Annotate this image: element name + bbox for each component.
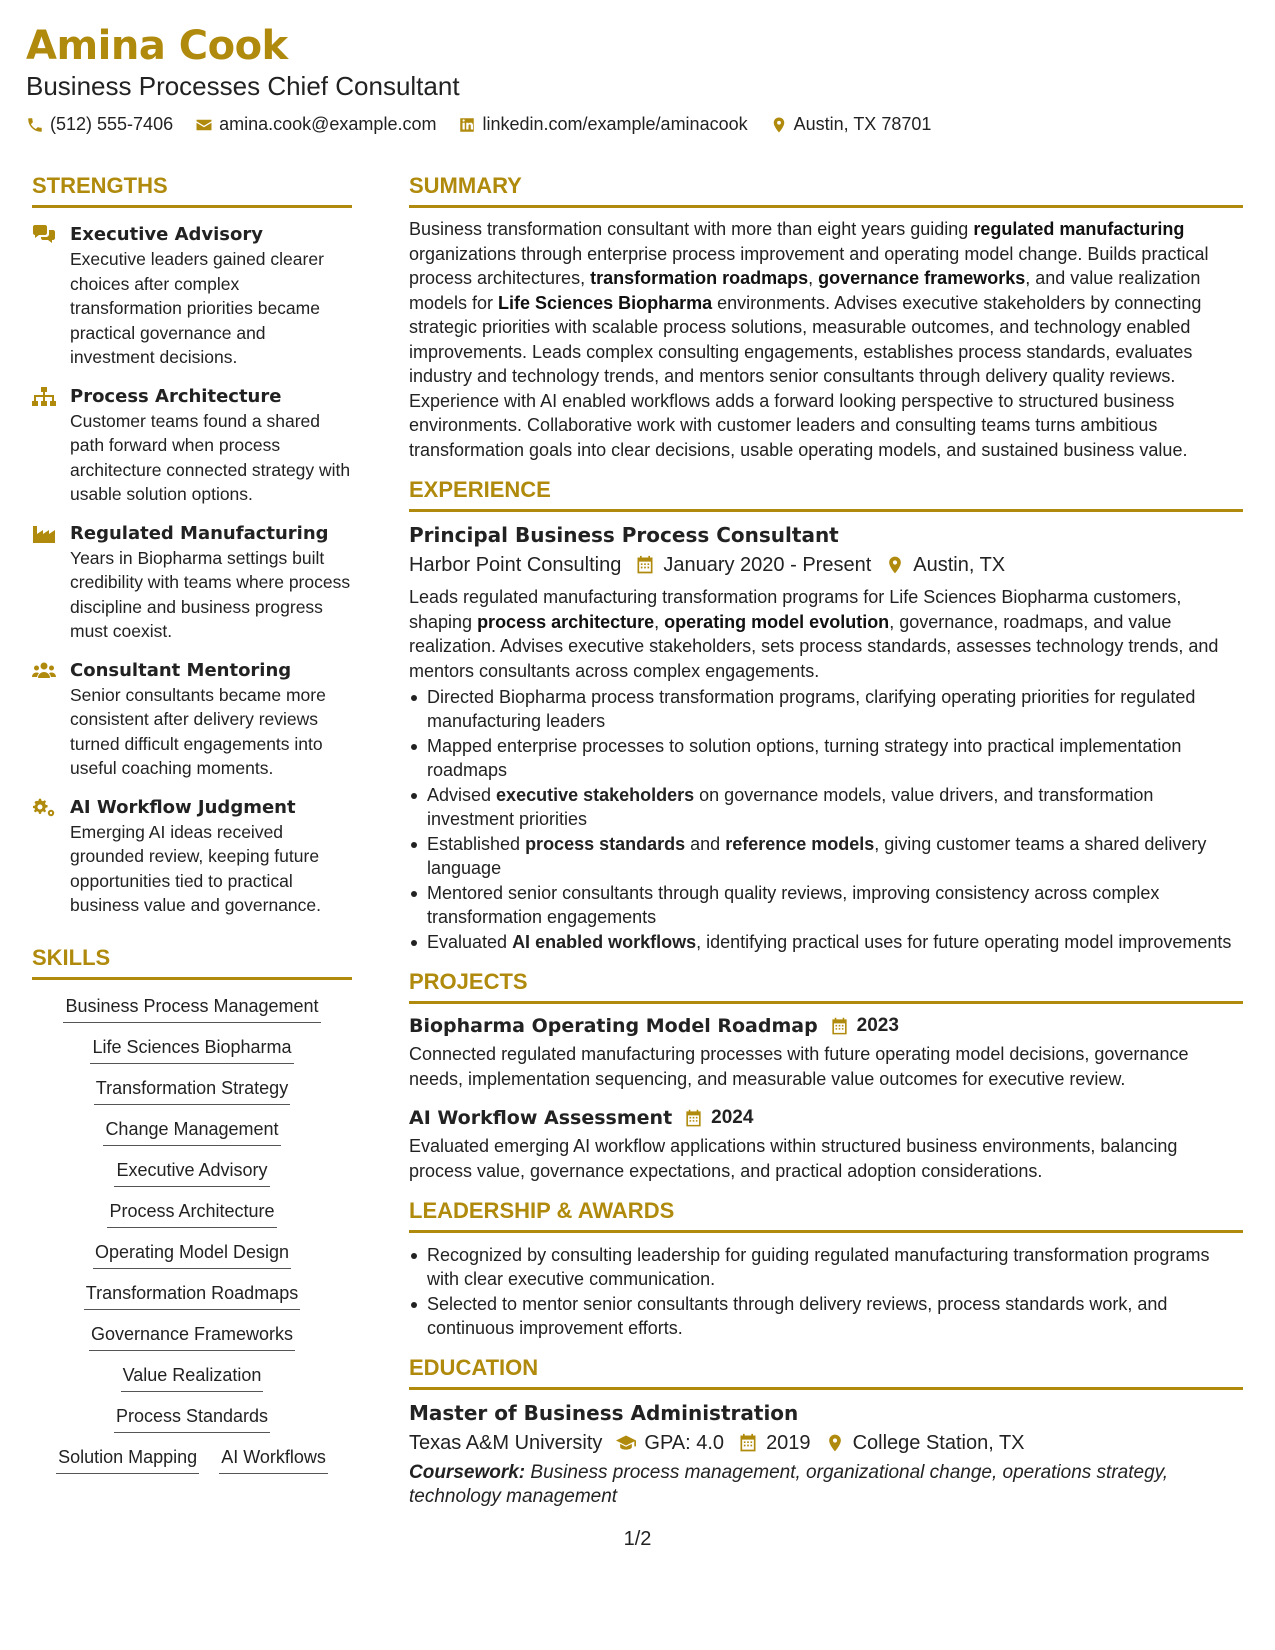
left-column	[32, 172, 352, 1474]
job-dates: January 2020 - Present	[663, 554, 872, 576]
strength-body: Executive leaders gained clearer choices after complex transformation priorities became practical governance and investment decisions.	[70, 249, 324, 367]
project-description: Evaluated emerging AI workflow applications within structured business environments, balancing process value, governance expectations, and practical adoption considerations.	[409, 1136, 1178, 1181]
skills-heading: SKILLS	[32, 944, 352, 980]
candidate-name: Amina Cook	[26, 23, 288, 69]
strength-body: Years in Biopharma settings built credibility with teams where process discipline and business progress must coexist.	[70, 547, 351, 641]
leadership-list	[409, 1243, 1243, 1340]
strength-title: Regulated Manufacturing	[70, 522, 329, 544]
calendar-icon	[684, 1109, 703, 1128]
contact-location	[770, 114, 932, 135]
industry-icon	[32, 524, 56, 544]
list-item: Mapped enterprise processes to solution options, turning strategy into practical implementation roadmaps	[409, 734, 1243, 782]
location-text: Austin, TX 78701	[793, 114, 932, 134]
coursework-label: Coursework:	[409, 1462, 526, 1483]
strength-item	[32, 659, 352, 781]
project-header	[409, 1105, 1243, 1131]
strength-item	[32, 385, 352, 507]
strength-body: Emerging AI ideas received grounded review, keeping future opportunities tied to practical business value and governance.	[70, 821, 322, 915]
users-icon	[32, 661, 56, 681]
strength-body: Senior consultants became more consistent after delivery reviews turned difficult engagements into useful coaching moments.	[70, 684, 326, 778]
right-column	[409, 172, 1243, 1509]
skill-tag: Value Realization	[32, 1363, 352, 1392]
linkedin-icon	[458, 116, 476, 134]
chat-bubbles-icon	[32, 225, 56, 245]
projects-heading: PROJECTS	[409, 968, 1243, 1004]
list-item: Established process standards and reference models, giving customer teams a shared delivery language	[409, 832, 1243, 880]
contact-bar	[26, 114, 1246, 135]
gears-icon	[32, 798, 56, 818]
job-meta	[409, 551, 1243, 579]
coursework-text: Business process management, organizational change, operations strategy, technology management	[409, 1462, 1168, 1507]
project-year: 2024	[711, 1107, 754, 1128]
skill-tag: Governance Frameworks	[32, 1322, 352, 1351]
calendar-icon	[635, 555, 655, 575]
strength-item	[32, 796, 352, 918]
project-header	[409, 1013, 1243, 1039]
skill-tag: Process Architecture	[32, 1199, 352, 1228]
calendar-icon	[830, 1017, 849, 1036]
email-link[interactable]: amina.cook@example.com	[219, 114, 437, 134]
list-item: Evaluated AI enabled workflows, identifying practical uses for future operating model improvements	[409, 930, 1243, 954]
strength-item	[32, 223, 352, 370]
contact-phone	[26, 114, 173, 135]
skill-tag: Solution Mapping	[56, 1445, 199, 1474]
map-pin-icon	[885, 555, 905, 575]
list-item: Recognized by consulting leadership for guiding regulated manufacturing transformation programs with clear executive communication.	[409, 1243, 1243, 1291]
company-name: Harbor Point Consulting	[409, 554, 622, 576]
gpa-text: GPA: 4.0	[644, 1432, 725, 1454]
skill-tag: AI Workflows	[219, 1445, 328, 1474]
strength-title: Executive Advisory	[70, 224, 263, 245]
education-meta	[409, 1429, 1243, 1457]
list-item: Selected to mentor senior consultants through delivery reviews, process standards work, and continuous improvement efforts.	[409, 1292, 1243, 1340]
linkedin-link[interactable]: linkedin.com/example/aminacook	[482, 114, 748, 134]
job-title: Principal Business Process Consultant	[409, 523, 839, 547]
skill-tag: Transformation Strategy	[32, 1076, 352, 1105]
job-description: Leads regulated manufacturing transformation programs for Life Sciences Biopharma customers, shaping process architecture, operating model evolution, governance, roadmaps, and value realization. Advises executive stakeholders, sets process standards, assesses technology trends, and mentors consultants across complex engagements.	[409, 587, 1219, 681]
skill-tag: Process Standards	[32, 1404, 352, 1433]
envelope-icon	[195, 116, 213, 134]
phone-icon	[26, 116, 44, 134]
project-title: Biopharma Operating Model Roadmap	[409, 1015, 818, 1037]
page-number: 1/2	[623, 1528, 652, 1550]
summary-text: Business transformation consultant with more than eight years guiding regulated manufacturing organizations through enterprise process improvement and operating model change. Builds practical process architectures, transformation roadmaps, governance frameworks, and value realization models for Life Sciences Biopharma environments. Advises executive stakeholders by connecting strategic priorities with scalable process solutions, measurable outcomes, and technology enabled improvements. Leads complex consulting engagements, establishes process standards, evaluates industry and technology trends, and mentors senior consultants through delivery quality reviews. Experience with AI enabled workflows adds a forward looking perspective to structured business environments. Collaborative work with customer leaders and consulting teams turns ambitious transformation goals into clear decisions, usable operating models, and sustained business value.	[409, 219, 1209, 460]
map-pin-icon	[825, 1433, 845, 1453]
list-item: Mentored senior consultants through quality reviews, improving consistency across complex transformation engagements	[409, 881, 1243, 929]
strength-item	[32, 522, 352, 644]
strengths-heading: STRENGTHS	[32, 172, 352, 208]
project-title: AI Workflow Assessment	[409, 1107, 673, 1129]
school-location: College Station, TX	[852, 1432, 1025, 1454]
project-year: 2023	[856, 1015, 899, 1036]
project-description: Connected regulated manufacturing processes with future operating model decisions, governance needs, implementation sequencing, and measurable value outcomes for executive review.	[409, 1044, 1189, 1089]
skill-tag: Life Sciences Biopharma	[32, 1035, 352, 1064]
candidate-headline: Business Processes Chief Consultant	[26, 71, 460, 101]
job-bullets	[409, 685, 1243, 954]
job-location: Austin, TX	[913, 554, 1006, 576]
contact-email[interactable]	[195, 114, 436, 135]
degree-title: Master of Business Administration	[409, 1401, 799, 1425]
phone-text: (512) 555-7406	[50, 114, 174, 134]
strength-title: Consultant Mentoring	[70, 659, 292, 681]
graduation-year: 2019	[766, 1432, 811, 1454]
graduation-cap-icon	[616, 1433, 636, 1453]
skill-tag: Transformation Roadmaps	[32, 1281, 352, 1310]
contact-linkedin[interactable]	[458, 114, 747, 135]
map-pin-icon	[770, 116, 788, 134]
leadership-heading: LEADERSHIP & AWARDS	[409, 1197, 1243, 1233]
strength-body: Customer teams found a shared path forward when process architecture connected strategy with usable solution options.	[70, 410, 351, 504]
strength-title: Process Architecture	[70, 385, 282, 407]
skill-tag: Business Process Management	[32, 994, 352, 1023]
skill-tag: Change Management	[32, 1117, 352, 1146]
list-item: Directed Biopharma process transformation programs, clarifying operating priorities for regulated manufacturing leaders	[409, 685, 1243, 733]
calendar-icon	[738, 1433, 758, 1453]
strength-title: AI Workflow Judgment	[70, 796, 296, 818]
skill-tag: Operating Model Design	[32, 1240, 352, 1269]
education-heading: EDUCATION	[409, 1354, 1243, 1390]
resume-header	[26, 22, 1246, 135]
list-item: Advised executive stakeholders on governance models, value drivers, and transformation investment priorities	[409, 783, 1243, 831]
coursework	[409, 1461, 1243, 1509]
skills-list	[32, 994, 352, 1474]
sitemap-icon	[32, 387, 56, 407]
skill-tag: Executive Advisory	[32, 1158, 352, 1187]
summary-heading: SUMMARY	[409, 172, 1243, 208]
school-name: Texas A&M University	[409, 1432, 603, 1454]
experience-heading: EXPERIENCE	[409, 476, 1243, 512]
